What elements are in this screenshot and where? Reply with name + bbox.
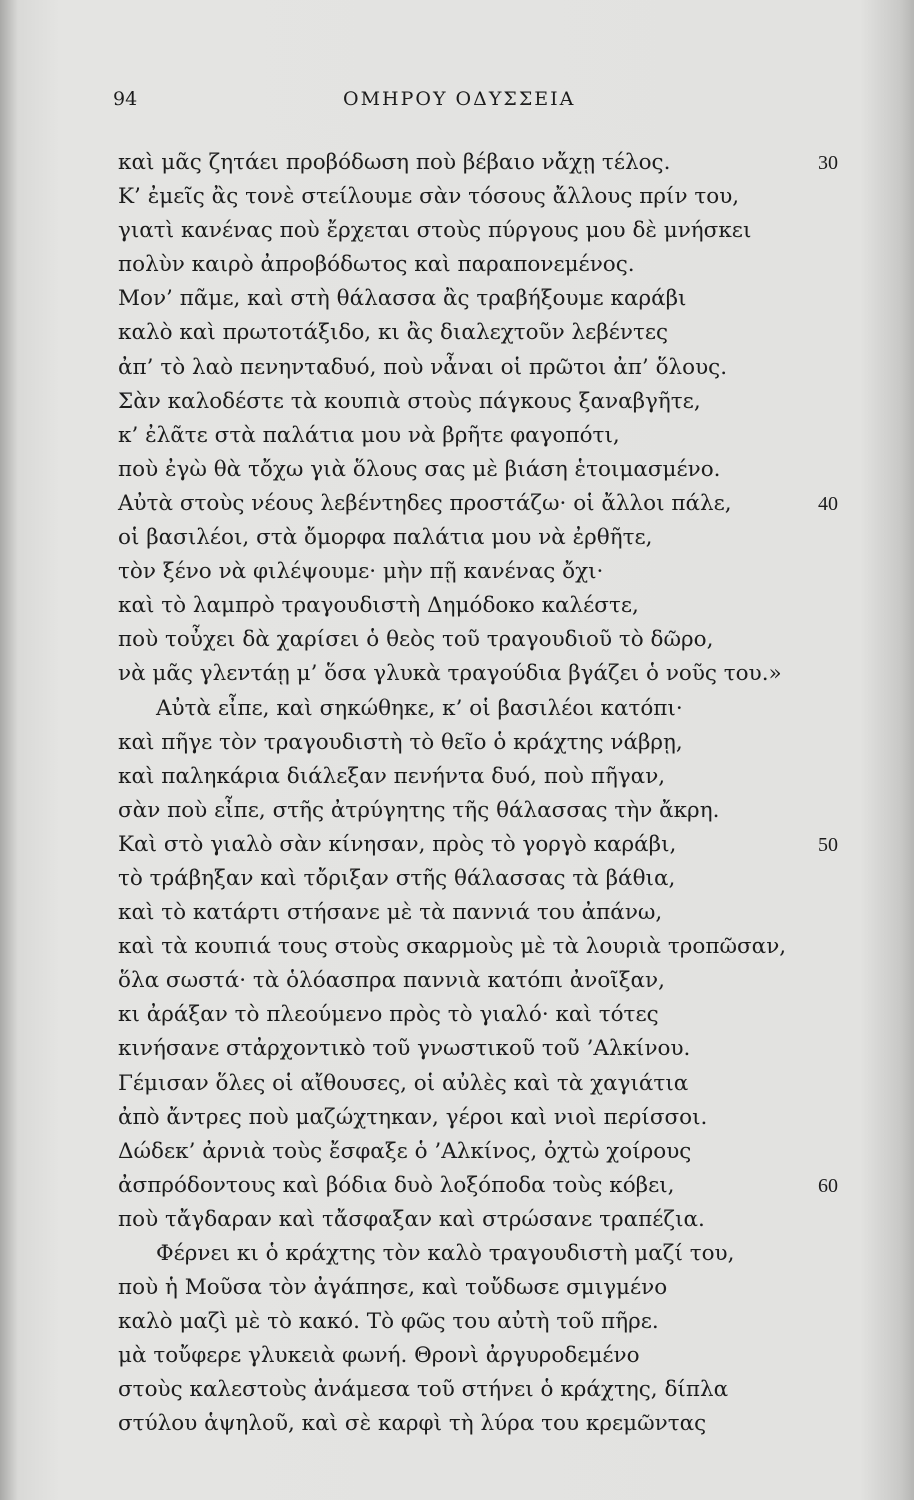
line-number: 30 — [818, 152, 838, 174]
verse-line-text: ποὺ ἡ Μοῦσα τὸν ἀγάπησε, καὶ τοὔδωσε σμιγμένο — [118, 1275, 668, 1301]
verse-line — [118, 930, 818, 964]
verse-line-text: ἀσπρόδοντους καὶ βόδια δυὸ λοξόποδα τοὺς κόβει, — [118, 1172, 675, 1198]
verse-line-text: καὶ τὸ λαμπρὸ τραγουδιστὴ Δημόδοκο καλέστε, — [118, 593, 639, 619]
verse-line-text: καλὸ μαζὶ μὲ τὸ κακό. Τὸ φῶς του αὐτὴ τοῦ πῆρε. — [118, 1309, 659, 1335]
verse-line-text: Καὶ στὸ γιαλὸ σὰν κίνησαν, πρὸς τὸ γοργὸ καράβι, — [118, 831, 677, 857]
verse-line-text: πολὺν καιρὸ ἀπροβόδωτος καὶ παραπονεμένος. — [118, 252, 635, 278]
verse-line — [118, 146, 838, 180]
verse-line — [118, 1101, 818, 1135]
verse-line — [118, 828, 838, 862]
verse-line — [118, 521, 818, 555]
verse-line — [118, 964, 818, 998]
verse-line-text: στοὺς καλεστοὺς ἀνάμεσα τοῦ στήνει ὁ κράχτης, δίπλα — [118, 1377, 729, 1403]
verse-line-text: καὶ παληκάρια διάλεξαν πενήντα δυό, ποὺ πῆγαν, — [118, 763, 666, 789]
line-number: 40 — [818, 492, 838, 515]
verse-line — [118, 1067, 818, 1101]
verse-line-text: Φέρνει κι ὁ κράχτης τὸν καλὸ τραγουδιστὴ μαζί του, — [156, 1241, 735, 1266]
verse-line — [118, 1305, 818, 1339]
verse-line-text: κ’ ἐλᾶτε στὰ παλάτια μου νὰ βρῆτε φαγοπότι, — [118, 422, 620, 448]
verse-line — [118, 1032, 818, 1066]
verse-line — [118, 726, 818, 760]
verse-line — [118, 692, 818, 726]
verse-line-text: καλὸ καὶ πρωτοτάξιδο, κι ἂς διαλεχτοῦν λεβέντες — [118, 320, 669, 346]
verse-line-text: Σὰν καλοδέστε τὰ κουπιὰ στοὺς πάγκους ξαναβγῆτε, — [118, 388, 701, 414]
verse-line — [118, 1339, 818, 1373]
verse-line-text: ἀπ’ τὸ λαὸ πενηνταδυό, ποὺ νἆναι οἱ πρῶτοι ἀπ’ ὅλους. — [118, 354, 728, 380]
page-header — [0, 88, 914, 118]
verse-line-text: Γέμισαν ὅλες οἱ αἴθουσες, οἱ αὐλὲς καὶ τὰ χαγιάτια — [118, 1070, 689, 1096]
verse-line — [118, 1271, 818, 1305]
verse-line-text: Μον’ πᾶμε, καὶ στὴ θάλασσα ἂς τραβήξουμε καράβι — [118, 286, 687, 312]
page-number: 94 — [113, 88, 138, 110]
verse-line — [118, 1203, 818, 1237]
verse-line — [118, 1407, 818, 1441]
verse-line — [118, 180, 818, 214]
verse-line — [118, 282, 818, 316]
verse-line-text: Αὐτὰ στοὺς νέους λεβέντηδες προστάζω· οἱ ἄλλοι πάλε, — [118, 490, 732, 516]
line-number: 50 — [818, 833, 838, 856]
verse-line-text: ποὺ τἄγδαραν καὶ τἄσφαξαν καὶ στρώσανε τραπέζια. — [118, 1206, 705, 1232]
verse-line — [118, 419, 818, 453]
verse-line — [118, 214, 818, 248]
verse-line-text: σὰν ποὺ εἶπε, στῆς ἀτρύγητης τῆς θάλασσας τὴν ἄκρη. — [118, 797, 720, 823]
verse-line — [118, 1373, 818, 1407]
verse-line-text: Αὐτὰ εἶπε, καὶ σηκώθηκε, κ’ οἱ βασιλέοι κατόπι· — [156, 695, 683, 721]
line-number: 60 — [818, 1174, 838, 1197]
verse-line — [118, 657, 818, 691]
verse-line — [118, 896, 818, 930]
verse-line — [118, 453, 818, 487]
verse-text — [118, 146, 838, 1442]
verse-line — [118, 1169, 838, 1203]
verse-line-text: οἱ βασιλέοι, στὰ ὄμορφα παλάτια μου νὰ ἐρθῆτε, — [118, 525, 653, 551]
verse-line — [118, 555, 818, 589]
verse-line-text: ποὺ τοὖχει δὰ χαρίσει ὁ θεὸς τοῦ τραγουδιοῦ τὸ δῶρο, — [118, 627, 714, 653]
verse-line — [118, 385, 818, 419]
verse-line — [118, 760, 818, 794]
verse-line — [118, 487, 838, 521]
verse-line-text: τὸ τράβηξαν καὶ τὄριξαν στῆς θάλασσας τὰ βάθια, — [118, 865, 676, 891]
verse-line-text: καὶ μᾶς ζητάει προβόδωση ποὺ βέβαιο νἄχῃ τέλος. — [118, 150, 671, 175]
verse-line-text: στύλου ἁψηλοῦ, καὶ σὲ καρφὶ τὴ λύρα του κρεμῶντας — [118, 1411, 707, 1437]
verse-line — [118, 1135, 818, 1169]
verse-line-text: ποὺ ἐγὼ θὰ τὄχω γιὰ ὅλους σας μὲ βιάση ἑτοιμασμένο. — [118, 456, 721, 482]
verse-line — [118, 623, 818, 657]
verse-line — [118, 248, 818, 282]
verse-line-text: Δώδεκ’ ἀρνιὰ τοὺς ἔσφαξε ὁ ’Αλκίνος, ὀχτὼ χοίρους — [118, 1138, 692, 1164]
verse-line-text: κι ἀράξαν τὸ πλεούμενο πρὸς τὸ γιαλό· καὶ τότες — [118, 1002, 659, 1028]
verse-line-text: ὅλα σωστά· τὰ ὁλόασπρα παννιὰ κατόπι ἀνοῖξαν, — [118, 968, 665, 994]
verse-line-text: καὶ τὰ κουπιά τους στοὺς σκαρμοὺς μὲ τὰ λουριὰ τροπῶσαν, — [118, 934, 787, 960]
verse-line-text: καὶ πῆγε τὸν τραγουδιστὴ τὸ θεῖο ὁ κράχτης νάβρῃ, — [118, 729, 683, 755]
verse-line-text: Κ’ ἐμεῖς ἂς τονὲ στείλουμε σὰν τόσους ἄλλους πρίν του, — [118, 184, 740, 210]
verse-line — [118, 1237, 818, 1271]
verse-line-text: νὰ μᾶς γλεντάῃ μ’ ὅσα γλυκὰ τραγούδια βγάζει ὁ νοῦς του.» — [118, 661, 782, 687]
verse-line — [118, 589, 818, 623]
verse-line-text: μὰ τοὔφερε γλυκειὰ φωνή. Θρονὶ ἀργυροδεμένο — [118, 1343, 640, 1369]
verse-line-text: ἀπὸ ἄντρες ποὺ μαζώχτηκαν, γέροι καὶ νιοὶ περίσσοι. — [118, 1104, 708, 1130]
verse-line-text: καὶ τὸ κατάρτι στήσανε μὲ τὰ παννιά του ἀπάνω, — [118, 900, 663, 926]
verse-line — [118, 998, 818, 1032]
verse-line-text: γιατὶ κανένας ποὺ ἔρχεται στοὺς πύργους μου δὲ μνήσκει — [118, 218, 752, 244]
verse-line-text: κινήσανε στἀρχοντικὸ τοῦ γνωστικοῦ τοῦ ’Αλκίνου. — [118, 1036, 691, 1062]
verse-line — [118, 351, 818, 385]
verse-line — [118, 862, 818, 896]
running-title: ΟΜΗΡΟΥ ΟΔΥΣΣΕΙΑ — [343, 88, 576, 110]
verse-line-text: τὸν ξένο νὰ φιλέψουμε· μὴν πῇ κανένας ὄχι· — [118, 559, 604, 585]
verse-line — [118, 316, 818, 350]
verse-line — [118, 794, 818, 828]
